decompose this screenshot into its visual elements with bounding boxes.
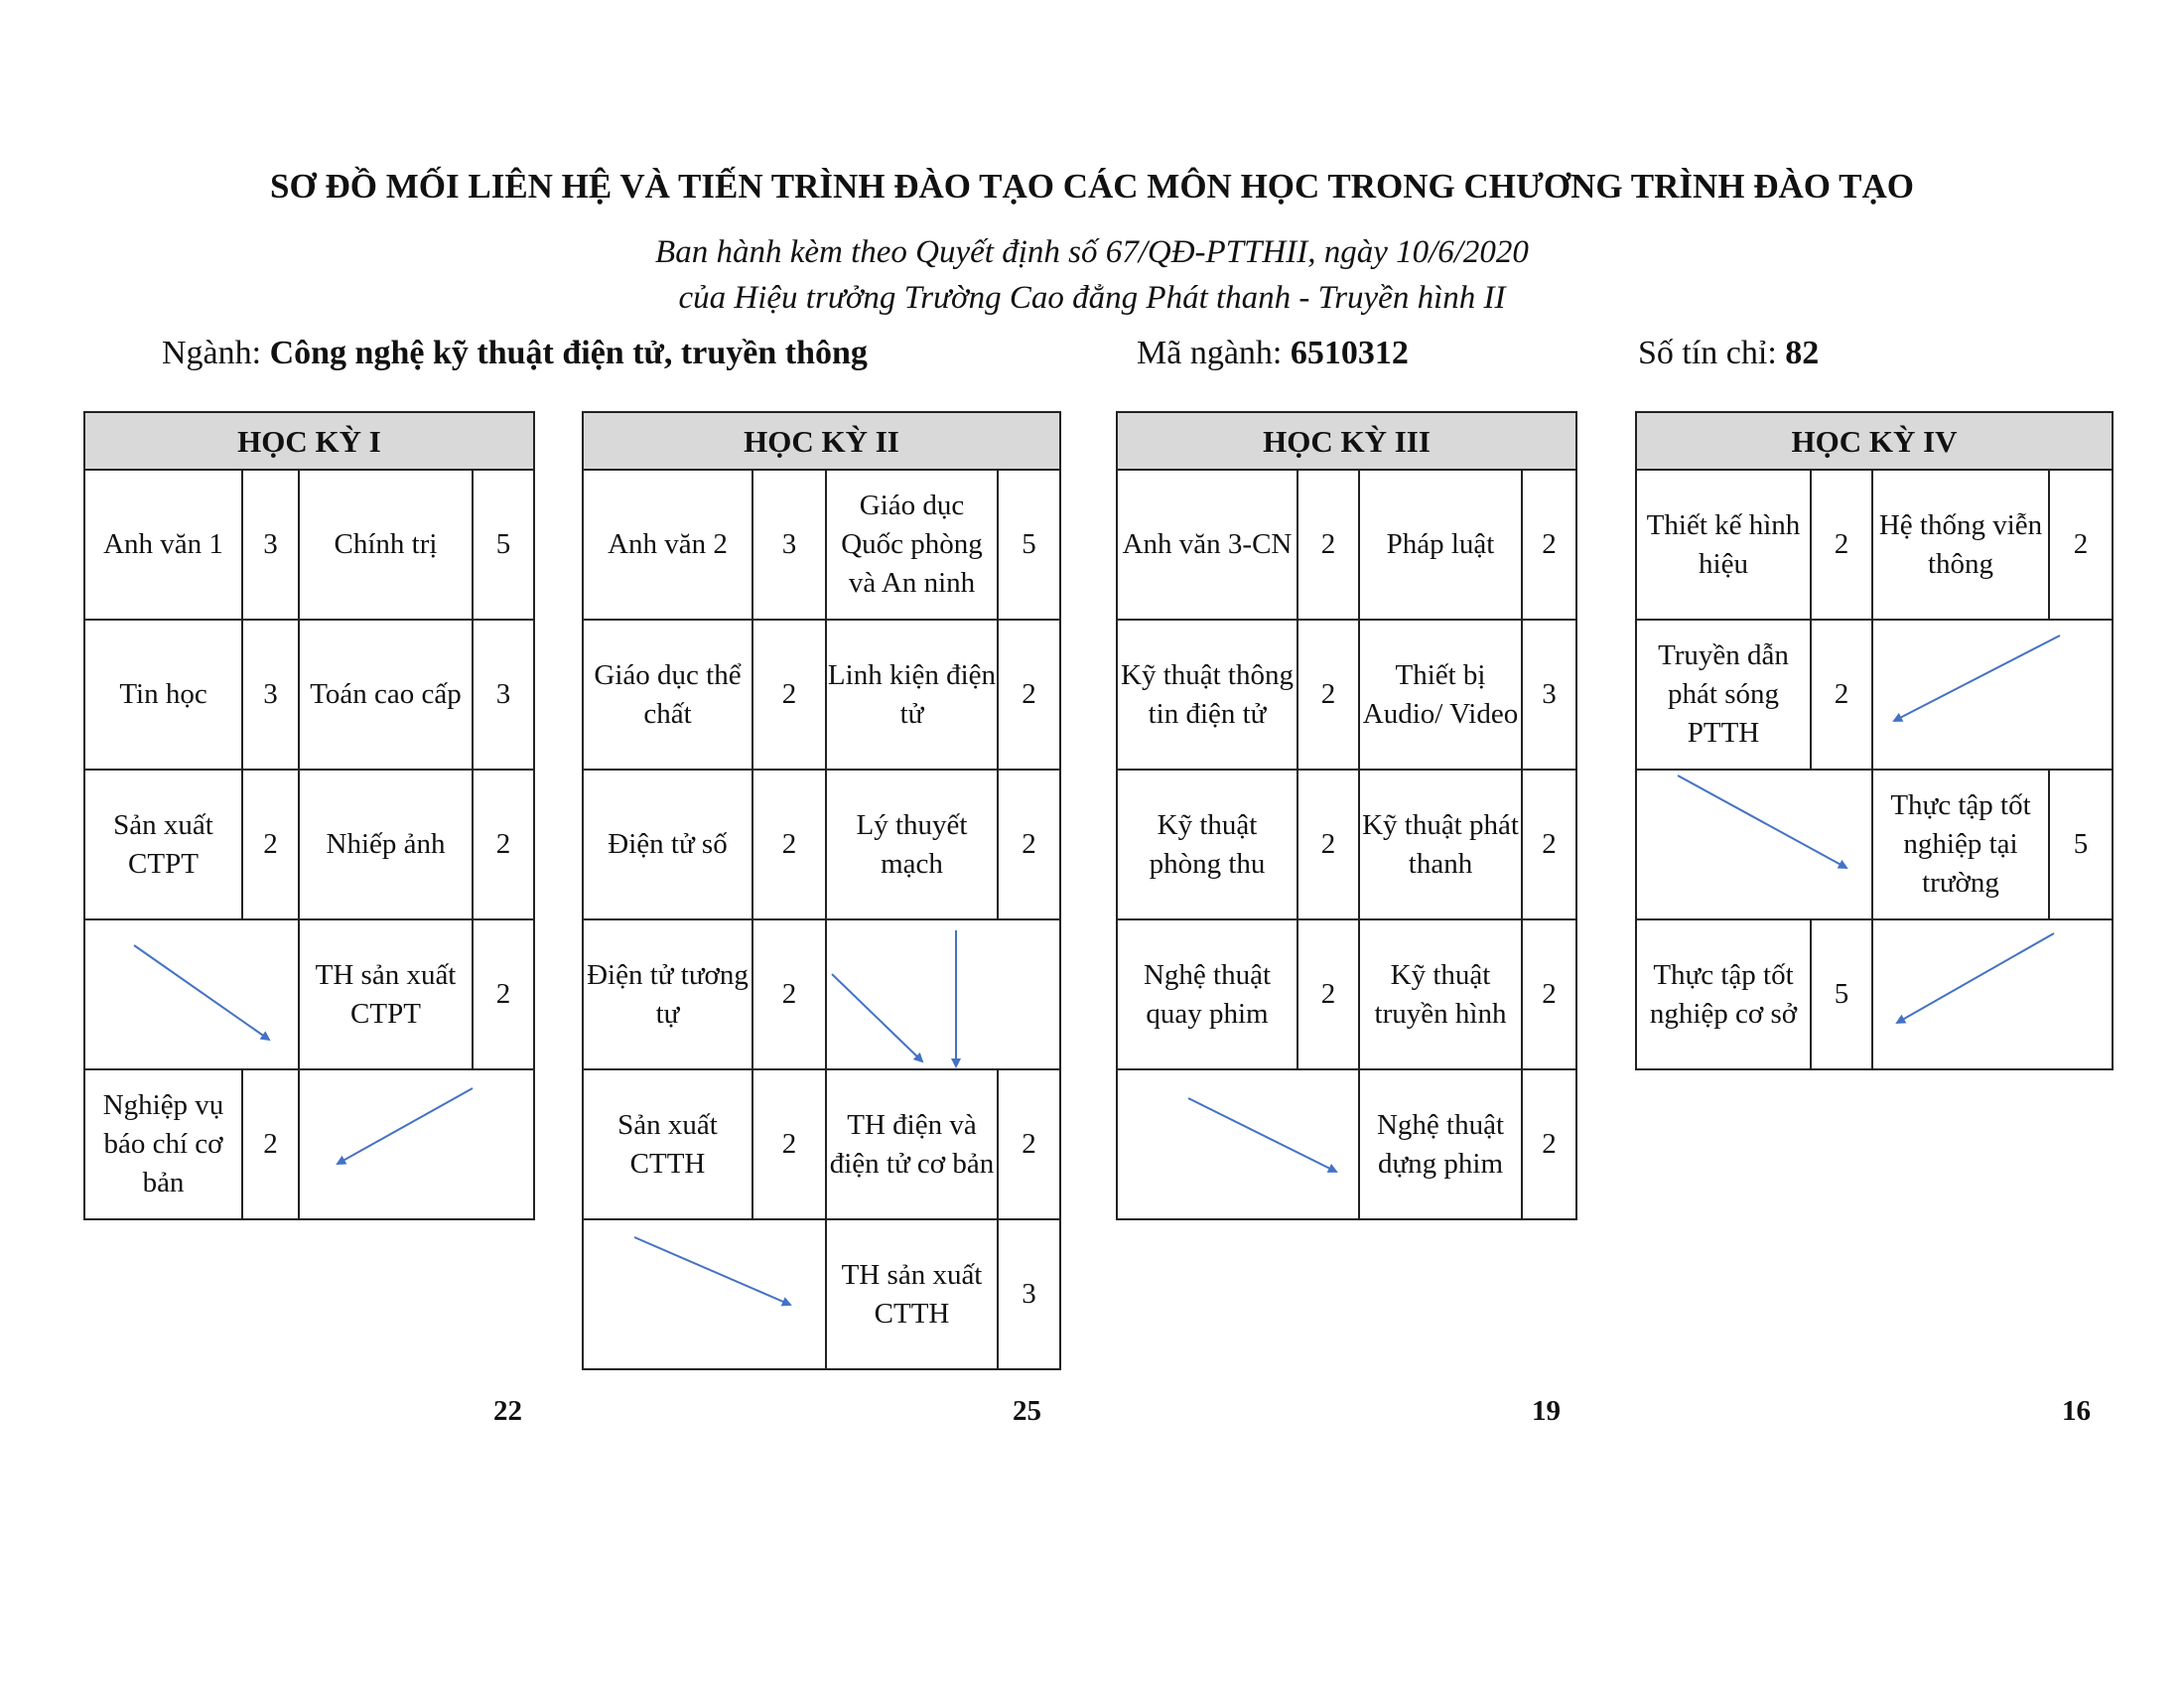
course-name: Kỹ thuật phòng thu [1117,770,1297,919]
course-name: Pháp luật [1359,470,1522,620]
semester-2-total: 25 [1013,1395,1041,1427]
course-credits: 2 [1297,770,1359,919]
arrow-cell [1872,620,2113,770]
course-name: Nghệ thuật dựng phim [1359,1069,1522,1219]
table-row [84,470,534,620]
course-credits: 5 [2049,770,2113,919]
table-row [583,1219,1060,1369]
table-row [84,1069,534,1219]
course-name: Nhiếp ảnh [299,770,473,919]
table-row [84,620,534,770]
course-credits: 2 [1297,919,1359,1069]
table-row [1117,1069,1576,1219]
course-name: Hệ thống viễn thông [1872,470,2049,620]
credits-label: Số tín chỉ: [1638,335,1777,371]
course-credits: 3 [752,470,826,620]
course-name: Nghệ thuật quay phim [1117,919,1297,1069]
semester-2-table [582,411,1061,1370]
course-name: Thực tập tốt nghiệp cơ sở [1636,919,1811,1069]
arrow-cell [826,919,1060,1069]
course-credits: 2 [473,770,534,919]
course-credits: 5 [473,470,534,620]
major-label: Ngành: [162,335,262,371]
semester-3-table [1116,411,1577,1220]
course-name: Kỹ thuật thông tin điện tử [1117,620,1297,770]
course-name: Thiết kế hình hiệu [1636,470,1811,620]
course-name: Lý thuyết mạch [826,770,998,919]
course-name: Anh văn 2 [583,470,752,620]
course-credits: 2 [752,770,826,919]
course-credits: 2 [1811,620,1872,770]
course-credits: 2 [242,770,299,919]
course-credits: 2 [752,620,826,770]
credits-info [1638,335,1819,372]
table-row [84,919,534,1069]
course-name: Thực tập tốt nghiệp tại trường [1872,770,2049,919]
table-row [1117,770,1576,919]
table-row [1636,620,2113,770]
table-row [1636,470,2113,620]
course-credits: 2 [1522,1069,1576,1219]
course-name: TH sản xuất CTTH [826,1219,998,1369]
semester-3-total: 19 [1532,1395,1561,1427]
course-credits: 2 [998,620,1060,770]
course-name: Toán cao cấp [299,620,473,770]
course-credits: 2 [1522,770,1576,919]
table-row [1117,620,1576,770]
semester-4-table [1635,411,2114,1070]
course-name: Anh văn 1 [84,470,242,620]
table-row [1117,470,1576,620]
course-name: Thiết bị Audio/ Video [1359,620,1522,770]
code-label: Mã ngành: [1137,335,1283,371]
arrow-cell [1636,770,1872,919]
table-row [583,470,1060,620]
semester-3-header: HỌC KỲ III [1117,412,1576,470]
semester-1-total: 22 [493,1395,522,1427]
course-name: Sản xuất CTTH [583,1069,752,1219]
table-row [1636,770,2113,919]
course-name: Anh văn 3-CN [1117,470,1297,620]
course-credits: 2 [998,770,1060,919]
course-credits: 2 [1522,919,1576,1069]
arrow-cell [583,1219,826,1369]
course-name: Điện tử tương tự [583,919,752,1069]
course-credits: 3 [473,620,534,770]
code-value: 6510312 [1290,335,1409,371]
course-name: Tin học [84,620,242,770]
subtitle-line-2: của Hiệu trưởng Trường Cao đẳng Phát thanh - Truyền hình II [678,280,1506,316]
course-credits: 2 [1522,470,1576,620]
course-name: TH sản xuất CTPT [299,919,473,1069]
course-credits: 2 [1811,470,1872,620]
table-row [583,919,1060,1069]
course-name: Truyền dẫn phát sóng PTTH [1636,620,1811,770]
major-value: Công nghệ kỹ thuật điện tử, truyền thông [269,335,868,371]
course-credits: 3 [242,620,299,770]
course-credits: 2 [998,1069,1060,1219]
course-name: Giáo dục Quốc phòng và An ninh [826,470,998,620]
course-credits: 5 [1811,919,1872,1069]
semester-4-header: HỌC KỲ IV [1636,412,2113,470]
course-credits: 3 [1522,620,1576,770]
course-name: Giáo dục thể chất [583,620,752,770]
code-info [1137,335,1409,372]
course-name: Điện tử số [583,770,752,919]
course-name: Chính trị [299,470,473,620]
arrow-cell [84,919,299,1069]
credits-value: 82 [1785,335,1820,371]
course-credits: 3 [242,470,299,620]
course-name: Linh kiện điện tử [826,620,998,770]
course-credits: 2 [242,1069,299,1219]
table-row [84,770,534,919]
arrow-cell [1117,1069,1359,1219]
major-info [162,335,868,372]
page-title: SƠ ĐỒ MỐI LIÊN HỆ VÀ TIẾN TRÌNH ĐÀO TẠO CÁC MÔN HỌC TRONG CHƯƠNG TRÌNH ĐÀO TẠO [270,167,1914,206]
course-name: Kỹ thuật truyền hình [1359,919,1522,1069]
course-credits: 2 [752,1069,826,1219]
table-row [1117,919,1576,1069]
table-row [583,1069,1060,1219]
course-credits: 2 [1297,470,1359,620]
table-row [583,770,1060,919]
course-credits: 2 [473,919,534,1069]
arrow-cell [299,1069,534,1219]
semester-1-table [83,411,535,1220]
table-row [583,620,1060,770]
course-name: TH điện và điện tử cơ bản [826,1069,998,1219]
course-credits: 2 [752,919,826,1069]
course-name: Sản xuất CTPT [84,770,242,919]
arrow-cell [1872,919,2113,1069]
course-name: Nghiệp vụ báo chí cơ bản [84,1069,242,1219]
course-name: Kỹ thuật phát thanh [1359,770,1522,919]
course-credits: 2 [1297,620,1359,770]
subtitle-line-1: Ban hành kèm theo Quyết định số 67/QĐ-PTTHII, ngày 10/6/2020 [655,234,1529,270]
semester-1-header: HỌC KỲ I [84,412,534,470]
course-credits: 5 [998,470,1060,620]
table-row [1636,919,2113,1069]
course-credits: 2 [2049,470,2113,620]
course-credits: 3 [998,1219,1060,1369]
semester-4-total: 16 [2062,1395,2091,1427]
semester-2-header: HỌC KỲ II [583,412,1060,470]
